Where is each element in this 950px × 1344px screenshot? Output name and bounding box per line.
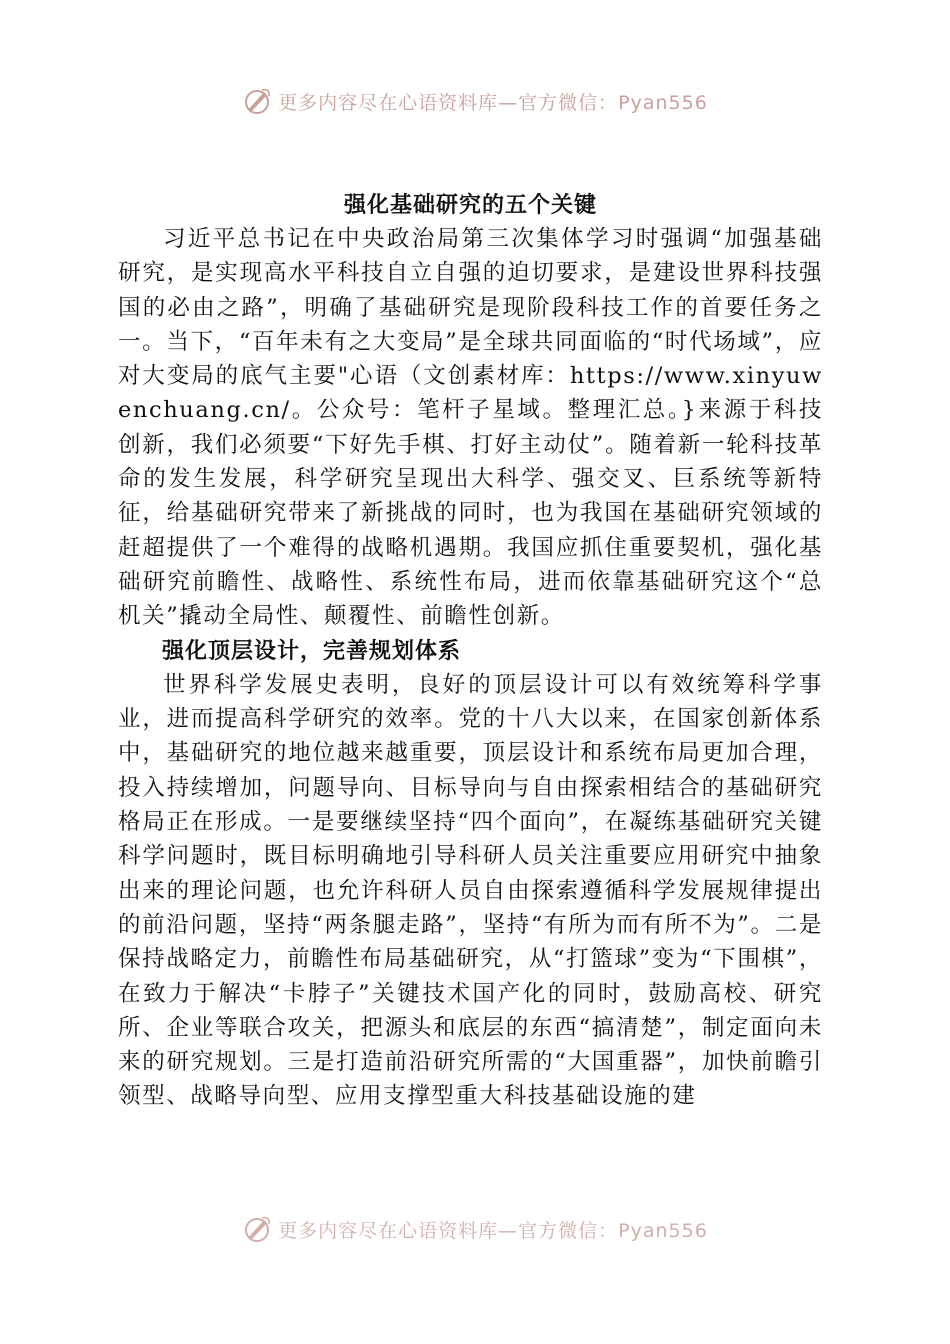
watermark-text: 更多内容尽在心语资料库—官方微信：Pyan556 bbox=[278, 91, 708, 114]
quill-pen-logo-icon bbox=[242, 1214, 272, 1244]
paragraph-intro: 习近平总书记在中央政治局第三次集体学习时强调“加强基础研究，是实现高水平科技自立自强的迫切要求，是建设世界科技强国的必由之路”，明确了基础研究是现阶段科技工作的首要任务之一。当下，“百年未有之大变局”是全球共同面临的“时代场域”，应对大变局的底气主要"心语（文创素材库：https://www.xinyuwenchuang.cn/。公众号：笔杆子星域。整理汇总。}来源于科技创新，我们必须要“下好先手棋、打好主动仗”。随着新一轮科技革命的发生发展，科学研究呈现出大科学、强交叉、巨系统等新特征，给基础研究带来了新挑战的同时，也为我国在基础研究领域的赶超提供了一个难得的战略机遇期。我国应抓住重要契机，强化基础研究前瞻性、战略性、系统性布局，进而依靠基础研究这个“总机关”撬动全局性、颠覆性、前瞻性创新。 bbox=[118, 226, 823, 630]
footer-watermark bbox=[0, 1214, 950, 1244]
document-title: 强化基础研究的五个关键 bbox=[343, 192, 597, 218]
header-watermark bbox=[0, 86, 950, 116]
watermark-text: 更多内容尽在心语资料库—官方微信：Pyan556 bbox=[278, 1219, 708, 1242]
paragraph-section-1: 世界科学发展史表明，良好的顶层设计可以有效统筹科学事业，进而提高科学研究的效率。党的十八大以来，在国家创新体系中，基础研究的地位越来越重要，顶层设计和系统布局更加合理，投入持续增加，问题导向、目标导向与自由探索相结合的基础研究格局正在形成。一是要继续坚持“四个面向”，在凝练基础研究关键科学问题时，既目标明确地引导科研人员关注重要应用研究中抽象出来的理论问题，也允许科研人员自由探索遵循科学发展规律提出的前沿问题，坚持“两条腿走路”，坚持“有所为而有所不为”。二是保持战略定力，前瞻性布局基础研究，从“打篮球”变为“下围棋”，在致力于解决“卡脖子”关键技术国产化的同时，鼓励高校、研究所、企业等联合攻关，把源头和底层的东西“搞清楚”，制定面向未来的研究规划。三是打造前沿研究所需的“大国重器”，加快前瞻引领型、战略导向型、应用支撑型重大科技基础设施的建 bbox=[118, 671, 823, 1110]
quill-pen-logo-icon bbox=[242, 86, 272, 116]
section-heading: 强化顶层设计，完善规划体系 bbox=[162, 637, 462, 664]
document-body bbox=[118, 188, 823, 1114]
